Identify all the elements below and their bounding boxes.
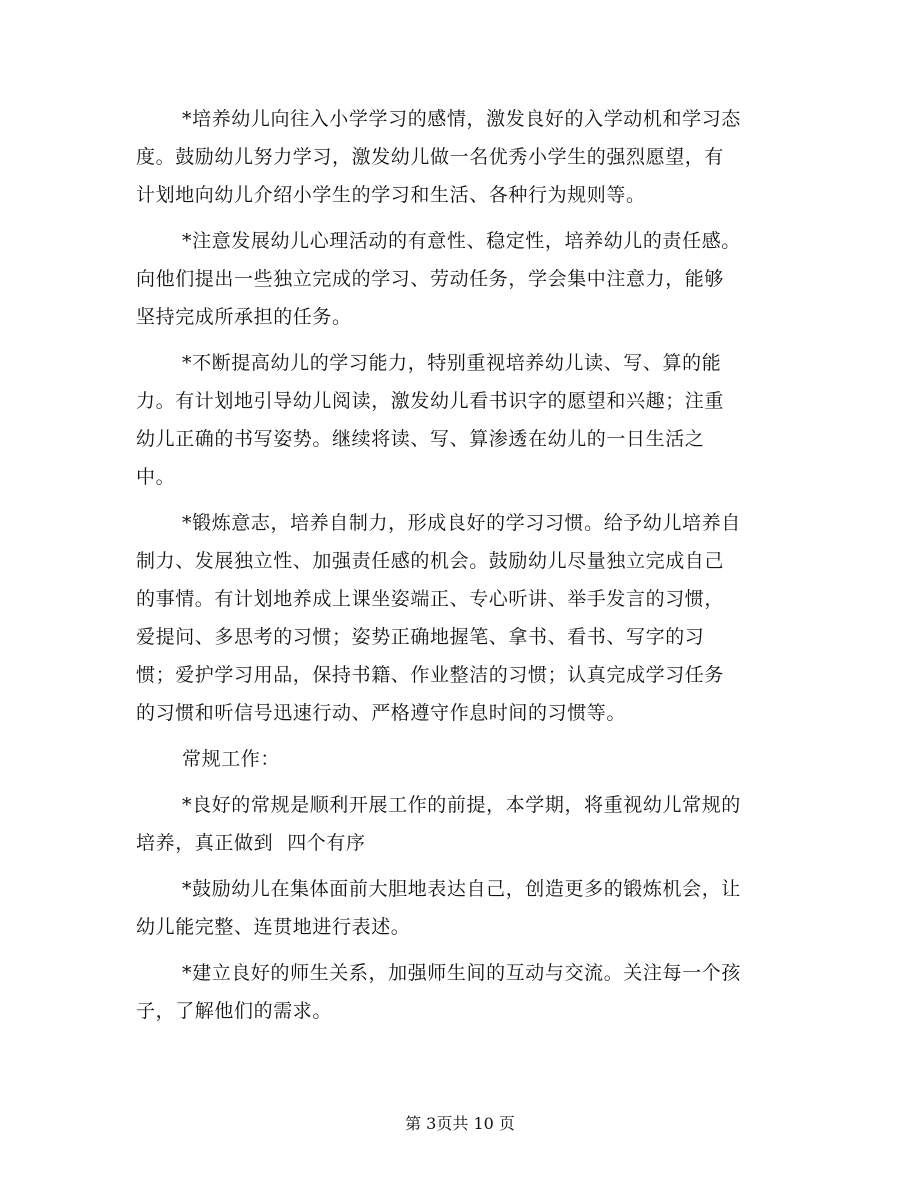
text-line: *注意发展幼儿心理活动的有意性、稳定性，培养幼儿的责任感。 — [182, 230, 741, 252]
text-line: *良好的常规是顺利开展工作的前提，本学期，将重视幼儿常规的 — [182, 794, 741, 816]
text-line: 度。鼓励幼儿努力学习，激发幼儿做一名优秀小学生的强烈愿望，有 — [136, 146, 725, 168]
text-fragment: 四个有序 — [287, 832, 366, 854]
text-line: *鼓励幼儿在集体面前大胆地表达自己，创造更多的锻炼机会，让 — [182, 878, 741, 900]
section-heading-routine-work — [136, 740, 726, 778]
heading-text: 常规工作： — [182, 748, 281, 770]
text-line: 坚持完成所承担的任务。 — [136, 306, 352, 328]
page-number-footer: 第 3页共 10 页 — [405, 1114, 515, 1133]
text-line: 制力、发展独立性、加强责任感的机会。鼓励幼儿尽量独立完成自己 — [136, 550, 725, 572]
text-line: 惯；爱护学习用品，保持书籍、作业整洁的习惯；认真完成学习任务 — [136, 664, 725, 686]
document-body — [136, 100, 741, 1038]
text-line: 力。有计划地引导幼儿阅读，激发幼儿看书识字的愿望和兴趣；注重 — [136, 390, 725, 412]
text-line: *建立良好的师生关系，加强师生间的互动与交流。关注每一个孩 — [182, 962, 741, 984]
text-line: 爱提问、多思考的习惯；姿势正确地握笔、拿书、看书、写字的习 — [136, 626, 705, 648]
paragraph-teacher-student — [136, 954, 741, 1030]
text-line: 计划地向幼儿介绍小学生的学习和生活、各种行为规则等。 — [136, 184, 646, 206]
text-line: 的事情。有计划地养成上课坐姿端正、专心听讲、举手发言的习惯， — [136, 588, 725, 610]
text-line: 幼儿正确的书写姿势。继续将读、写、算渗透在幼儿的一日生活之 — [136, 428, 705, 450]
text-line: *锻炼意志，培养自制力，形成良好的学习习惯。给予幼儿培养自 — [182, 512, 741, 534]
text-line — [136, 824, 726, 862]
text-line: 子，了解他们的需求。 — [136, 1000, 333, 1022]
text-line: *不断提高幼儿的学习能力，特别重视培养幼儿读、写、算的能 — [182, 352, 722, 374]
paragraph-routines — [136, 786, 741, 862]
text-line: 向他们提出一些独立完成的学习、劳动任务，学会集中注意力，能够 — [136, 268, 725, 290]
paragraph-entrance-motivation — [136, 100, 741, 214]
text-fragment: 培养，真正做到 — [136, 832, 274, 854]
paragraph-learning-ability — [136, 344, 726, 496]
text-line: 的习惯和听信号迅速行动、严格遵守作息时间的习惯等。 — [136, 702, 627, 724]
text-line: 中。 — [136, 466, 176, 488]
paragraph-responsibility — [136, 222, 741, 336]
text-line: 幼儿能完整、连贯地进行表述。 — [136, 916, 411, 938]
paragraph-study-habits — [136, 504, 741, 732]
text-line: *培养幼儿向往入小学学习的感情，激发良好的入学动机和学习态 — [182, 108, 741, 130]
paragraph-expression — [136, 870, 741, 946]
